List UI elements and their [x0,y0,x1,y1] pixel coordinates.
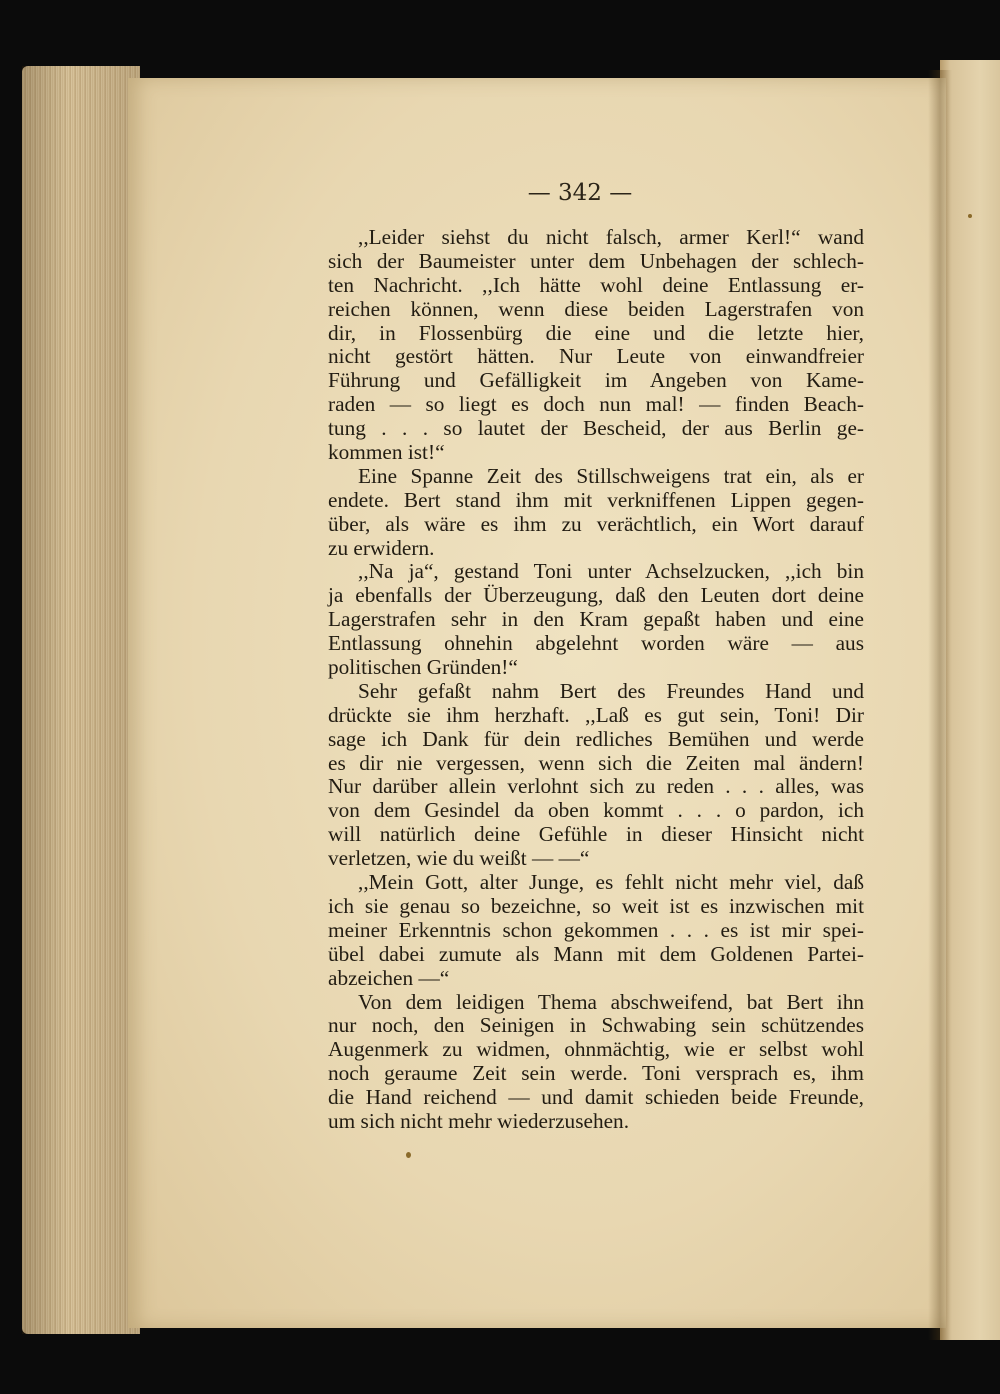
text-line: um sich nicht mehr wiederzusehen. [328,1108,630,1133]
text-line: ,,Na ja“, gestand Toni unter Achselzucken, ,,ich bin [358,559,864,584]
text-line: Lagerstrafen sehr in den Kram gepaßt haben und eine [328,607,864,632]
text-line: von dem Gesindel da oben kommt . . . o pardon, ich [328,798,864,823]
text-line: ,,Mein Gott, alter Junge, es fehlt nicht mehr viel, daß [358,870,864,895]
text-line: drückte sie ihm herzhaft. ,,Laß es gut sein, Toni! Dir [328,702,864,727]
text-line: sage ich Dank für dein redliches Bemühen und werde [328,726,864,751]
text-line: Augenmerk zu widmen, ohnmächtig, wie er selbst wohl [328,1037,864,1062]
body-text [328,226,864,1134]
text-line: Entlassung ohnehin abgelehnt worden wäre — aus [328,631,864,656]
text-line: die Hand reichend — und damit schieden beide Freunde, [328,1085,864,1110]
page-number: — 342 — [527,180,633,206]
text-line: dir, in Flossenbürg die eine und die letzte hier, [328,320,864,345]
text-line: nicht gestört hätten. Nur Leute von einwandfreier [328,344,864,369]
text-line: will natürlich deine Gefühle in dieser Hinsicht nicht [328,822,864,847]
text-line: tung . . . so lautet der Bescheid, der aus Berlin ge- [328,416,864,441]
text-line: politischen Gründen!“ [328,655,518,680]
text-line: noch geraume Zeit sein werde. Toni versprach es, ihm [328,1061,864,1086]
text-line: sich der Baumeister unter dem Unbehagen der schlech- [328,248,864,273]
text-line: über, als wäre es ihm zu verächtlich, ein Wort darauf [328,511,864,536]
text-line: abzeichen —“ [328,965,450,990]
text-line: endete. Bert stand ihm mit verkniffenen Lippen gegen- [328,487,864,512]
book-gutter-shadow [928,70,952,1340]
text-line: kommen ist!“ [328,440,445,465]
text-line: zu erwidern. [328,535,435,560]
text-line: Nur darüber allein verlohnt sich zu reden . . . alles, was [328,774,864,799]
text-line: es dir nie vergessen, wenn sich die Zeiten mal ändern! [328,750,864,775]
paper-speck [968,214,972,218]
text-line: ,,Leider siehst du nicht falsch, armer Kerl!“ wand [358,225,864,249]
text-line: Von dem leidigen Thema abschweifend, bat Bert ihn [358,989,864,1014]
text-line: ja ebenfalls der Überzeugung, daß den Leuten dort deine [328,583,864,608]
text-line: nur noch, den Seinigen in Schwabing sein schützendes [328,1013,864,1038]
text-line: übel dabei zumute als Mann mit dem Goldenen Partei- [328,941,864,966]
text-line: verletzen, wie du weißt — —“ [328,846,590,871]
text-line: reichen können, wenn diese beiden Lagerstrafen von [328,296,864,321]
text-line: Führung und Gefälligkeit im Angeben von Kame- [328,368,864,393]
text-line: meiner Erkenntnis schon gekommen . . . es ist mir spei- [328,917,864,942]
text-line: ich sie genau so bezeichne, so weit ist es inzwischen mit [328,893,864,918]
text-line: Sehr gefaßt nahm Bert des Freundes Hand und [358,678,864,703]
text-line: raden — so liegt es doch nun mal! — finden Beach- [328,392,864,417]
paper-speck [406,1152,411,1158]
page-edges-shadow [22,66,140,1334]
text-line: Eine Spanne Zeit des Stillschweigens trat ein, als er [358,463,864,488]
text-line: ten Nachricht. ,,Ich hätte wohl deine Entlassung er- [328,272,864,297]
